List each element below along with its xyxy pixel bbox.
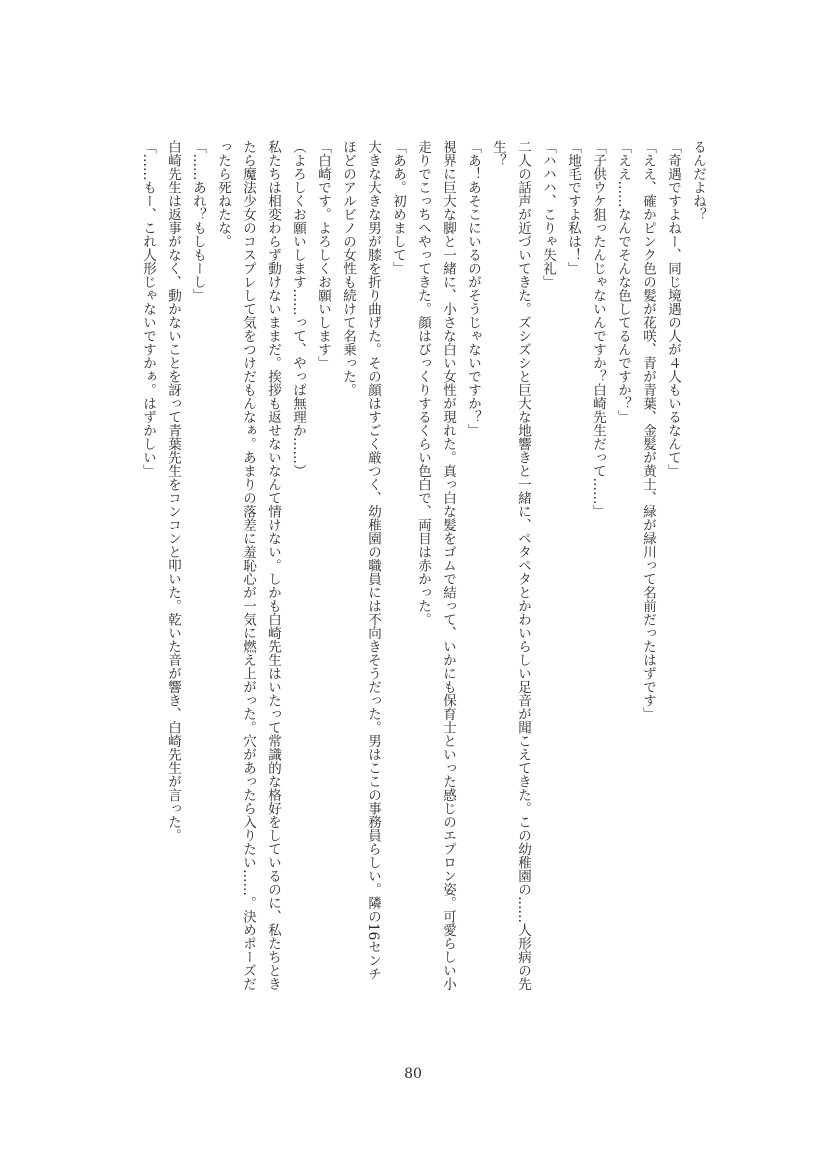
text-line: 「ええ……なんでそんな色してるんですか？」 — [615, 140, 631, 424]
text-line: 「ああ。初めまして」 — [390, 140, 406, 275]
text-line: 「地毛ですよ私は！」 — [565, 140, 581, 275]
text-line: 「子供ウケ狙ったんじゃないんですか？白崎先生だって……」 — [590, 140, 606, 518]
text-line: 視界に巨大な脚と一緒に、小さな白い女性が現れた。真っ白な髪をゴムで結って、いかにも保育士といった感じのエプロン姿。可愛らしい小 — [440, 140, 456, 991]
text-line: 「白崎です。よろしくお願いします」 — [315, 140, 331, 370]
text-line: 「奇遇ですよねー、同じ境遇の人が４人もいるなんて」 — [665, 140, 681, 478]
text-line: 「……もー、これ人形じゃないですかぁ。はずかしい」 — [140, 140, 156, 478]
text-line: 私たちは相変わらず動けないままだ。挨拶も返せないなんて情けない。しかも白崎先生はいたって常識的な格好をしているのに、私たちとき — [265, 140, 281, 991]
vertical-body-text — [135, 140, 710, 1010]
text-line: 二人の話声が近づいてきた。ズシズシと巨大な地響きと一緒に、ペタペタとかわいらしい足音が聞こえてきた。この幼稚園の……人形病の先 — [515, 140, 531, 991]
text-line: （よろしくお願いします……って、やっぱ無理か……） — [290, 140, 306, 478]
text-line: ったら死ねたな。 — [215, 140, 231, 248]
text-line: 白崎先生は返事がなく、動かないことを訝って青葉先生をコンコンと叩いた。乾いた音が響き、白崎先生が言った。 — [165, 140, 181, 842]
text-line: るんだよね？ — [690, 140, 706, 221]
text-line: 大きな大きな男が膝を折り曲げた。その顔はすごく厳つく、幼稚園の職員には不向きそうだった。男はここの事務員らしい。隣の16センチ — [365, 140, 381, 981]
page-number: 80 — [404, 1066, 422, 1082]
text-line: 「ハハハ、こりゃ失礼」 — [540, 140, 556, 289]
text-line: 生？ — [490, 140, 506, 167]
text-line: 「ええ、確かピンク色の髪が花咲、青が青葉、金髪が黄土、緑が緑川って名前だったはずです」 — [640, 140, 656, 721]
text-line: たら魔法少女のコスプレして気をつけだもんなぁ。あまりの落差に羞恥心が一気に燃え上がった。穴があったら入りたい……。決めポーズだ — [240, 140, 256, 991]
text-line: 「……あれ？もしもーし」 — [190, 140, 206, 302]
text-line: 走りでこっちへやってきた。顔はびっくりするくらい色白で、両目は赤かった。 — [415, 140, 431, 626]
text-line: ほどのアルビノの女性も続けて名乗った。 — [340, 140, 356, 397]
text-line: 「あ！あそこにいるのがそうじゃないですか？」 — [465, 140, 481, 437]
